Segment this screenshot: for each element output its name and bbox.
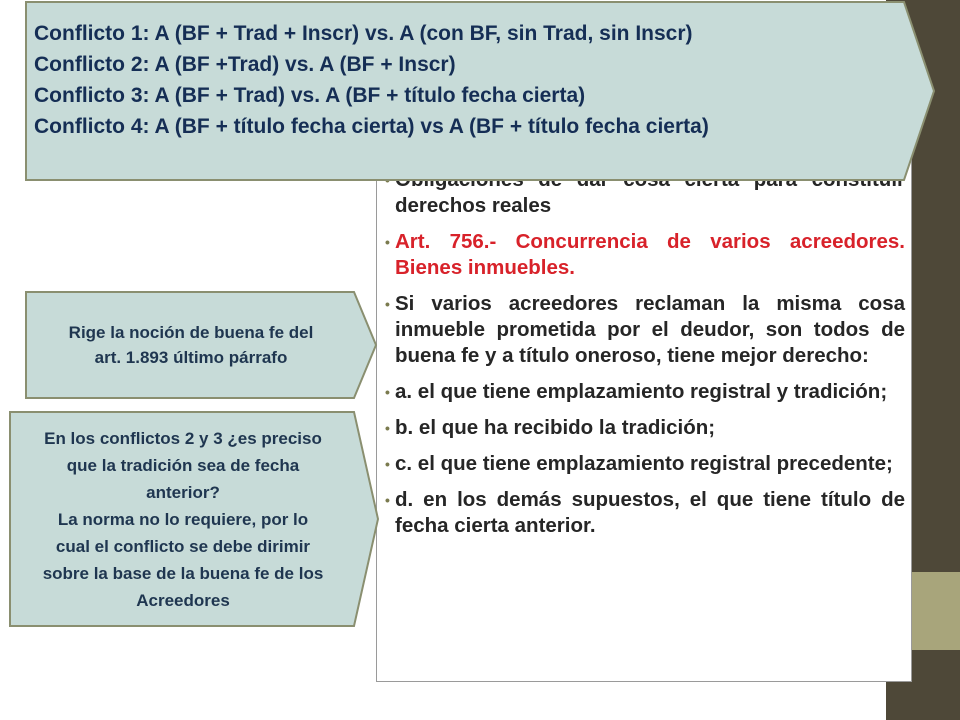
bullet-dot-icon: • — [385, 492, 390, 508]
tradicion-line-5: cual el conflicto se debe dirimir — [55, 536, 311, 556]
tradicion-line-3: anterior? — [146, 482, 220, 502]
bullet-varios-acreedores: • Si varios acreedores reclaman la misma cosa inmueble prometida por el deudor, son todos de buena fe y a título oneroso, tiene mejor derecho: — [385, 292, 905, 367]
buena-fe-arrow-callout — [24, 290, 378, 400]
tradicion-line-7: Acreedores — [136, 590, 230, 610]
conflict-line-2: Conflicto 2: A (BF +Trad) vs. A (BF + Inscr) — [34, 53, 456, 76]
bullet-dot-icon: • — [385, 234, 390, 250]
bullet-art-756-title: • Art. 756.- Concurrencia de varios acreedores. Bienes inmuebles. — [385, 230, 905, 279]
buena-fe-line-1: Rige la noción de buena fe del — [68, 323, 314, 342]
bullet-dot-icon: • — [385, 420, 390, 436]
conflict-line-1: Conflicto 1: A (BF + Trad + Inscr) vs. A (con BF, sin Trad, sin Inscr) — [34, 22, 693, 45]
tradicion-line-2: que la tradición sea de fecha — [66, 455, 300, 475]
bullet-item-c: • c. el que tiene emplazamiento registral precedente; — [385, 452, 893, 475]
tradicion-line-4: La norma no lo requiere, por lo — [57, 509, 309, 529]
tradicion-line-6: sobre la base de la buena fe de los — [42, 563, 324, 583]
bullet-dot-icon: • — [385, 456, 390, 472]
bullet-obligaciones: derechos reales — [385, 167, 905, 219]
bullet-item-b: • b. el que ha recibido la tradición; — [385, 416, 716, 439]
conflicts-text — [34, 18, 894, 168]
tradicion-arrow-callout — [8, 410, 380, 628]
bullet-dot-icon: • — [385, 296, 390, 312]
buena-fe-line-2: art. 1.893 último párrafo — [94, 348, 288, 367]
tradicion-text — [12, 416, 354, 622]
tradicion-line-1: En los conflictos 2 y 3 ¿es preciso — [44, 428, 322, 448]
article-bullet-list — [385, 167, 905, 549]
conflict-line-4: Conflicto 4: A (BF + título fecha cierta) vs A (BF + título fecha cierta) — [34, 115, 709, 138]
bullet-item-a: • a. el que tiene emplazamiento registral y tradición; — [385, 380, 888, 403]
bullet-dot-icon: • — [385, 384, 390, 400]
article-content-box — [376, 130, 912, 682]
buena-fe-text — [30, 294, 352, 396]
conflicts-arrow-callout — [24, 0, 938, 182]
bullet-item-d: • d. en los demás supuestos, el que tiene título de fecha cierta anterior. — [385, 488, 905, 537]
conflict-line-3: Conflicto 3: A (BF + Trad) vs. A (BF + título fecha cierta) — [34, 84, 586, 107]
